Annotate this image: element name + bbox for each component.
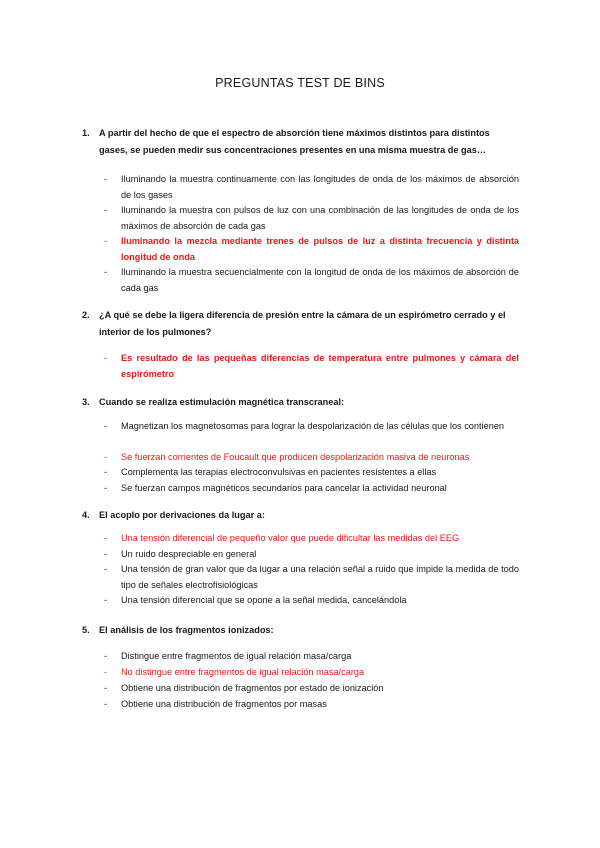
option-dash: - (104, 533, 108, 543)
option-text: Iluminando la muestra con pulsos de luz con una combinación de las longitudes de onda de los máximos de absorción de cada gas (121, 205, 519, 231)
question-5-option-1 (104, 649, 519, 665)
question-1-number: 1. (82, 128, 90, 138)
option-text: Una tensión de gran valor que da lugar a una relación señal a ruido que impide la medida de todo tipo de señales electrofisiológicas (121, 564, 519, 590)
option-dash: - (104, 683, 108, 693)
question-5-text: El análisis de los fragmentos ionizados: (99, 625, 274, 635)
option-dash: - (104, 267, 108, 277)
question-4-number: 4. (82, 510, 90, 520)
option-text: Magnetizan los magnetosomas para lograr la despolarización de las células que los contienen (121, 421, 505, 431)
question-3-option-2-correct (104, 450, 519, 466)
option-text: Una tensión diferencial de pequeño valor que puede dificultar las medidas del EEG (121, 533, 460, 543)
question-4-option-3 (104, 562, 519, 593)
question-3-text: Cuando se realiza estimulación magnética transcraneal: (99, 397, 345, 407)
question-1-option-2 (104, 203, 519, 234)
option-text: Se fuerzan corrientes de Foucault que producen despolarización masiva de neuronas (121, 452, 470, 462)
question-1-text: A partir del hecho de que el espectro de absorción tiene máximos distintos para distintos gases, se pueden medir sus concentraciones presentes en una misma muestra de gas… (99, 128, 490, 155)
option-dash: - (104, 452, 108, 462)
option-text: Complementa las terapias electroconvulsivas en pacientes resistentes a ellas (121, 467, 437, 477)
option-dash: - (104, 564, 108, 574)
option-dash: - (104, 174, 108, 184)
question-2-option-1-correct (104, 351, 519, 382)
question-4-option-4 (104, 593, 519, 609)
question-5-option-3 (104, 681, 519, 697)
option-dash: - (104, 667, 108, 677)
question-2-number: 2. (82, 310, 90, 320)
question-3-option-3 (104, 465, 519, 481)
question-1-option-3-correct (104, 234, 519, 265)
question-5-option-4 (104, 697, 519, 713)
option-text: Un ruido despreciable en general (121, 549, 257, 559)
option-dash: - (104, 205, 108, 215)
option-text: Iluminando la mezcla mediante trenes de pulsos de luz a distinta frecuencia y distinta longitud de onda (121, 236, 519, 262)
option-dash: - (104, 467, 108, 477)
option-dash: - (104, 595, 108, 605)
option-text: Se fuerzan campos magnéticos secundarios para cancelar la actividad neuronal (121, 483, 447, 493)
option-dash: - (104, 699, 108, 709)
option-text: Iluminando la muestra continuamente con las longitudes de onda de los máximos de absorción de los gases (121, 174, 519, 200)
question-4-option-1-correct (104, 531, 519, 547)
question-3-number: 3. (82, 397, 90, 407)
option-dash: - (104, 651, 108, 661)
option-dash: - (104, 236, 108, 246)
question-1-option-4 (104, 265, 519, 296)
question-5-number: 5. (82, 625, 90, 635)
question-1-option-1 (104, 172, 519, 203)
option-text: No distingue entre fragmentos de igual relación masa/carga (121, 667, 365, 677)
page-title: PREGUNTAS TEST DE BINS (215, 76, 385, 90)
option-text: Obtiene una distribución de fragmentos por masas (121, 699, 327, 709)
question-3-option-1 (104, 419, 519, 435)
option-text: Una tensión diferencial que se opone a la señal medida, cancelándola (121, 595, 407, 605)
option-text: Es resultado de las pequeñas diferencias de temperatura entre pulmones y cámara del espirómetro (121, 353, 519, 379)
question-2-text: ¿A qué se debe la ligera diferencia de presión entre la cámara de un espirómetro cerrado y el interior de los pulmones? (99, 310, 506, 337)
option-text: Iluminando la muestra secuencialmente con la longitud de onda de los máximos de absorción de cada gas (121, 267, 519, 293)
option-dash: - (104, 483, 108, 493)
option-text: Distingue entre fragmentos de igual relación masa/carga (121, 651, 352, 661)
option-text: Obtiene una distribución de fragmentos por estado de ionización (121, 683, 384, 693)
question-4-text: El acoplo por derivaciones da lugar a: (99, 510, 265, 520)
option-dash: - (104, 549, 108, 559)
question-3-option-4 (104, 481, 519, 497)
question-5-option-2-correct (104, 665, 519, 681)
question-4-option-2 (104, 547, 519, 563)
option-dash: - (104, 353, 108, 363)
option-dash: - (104, 421, 108, 431)
